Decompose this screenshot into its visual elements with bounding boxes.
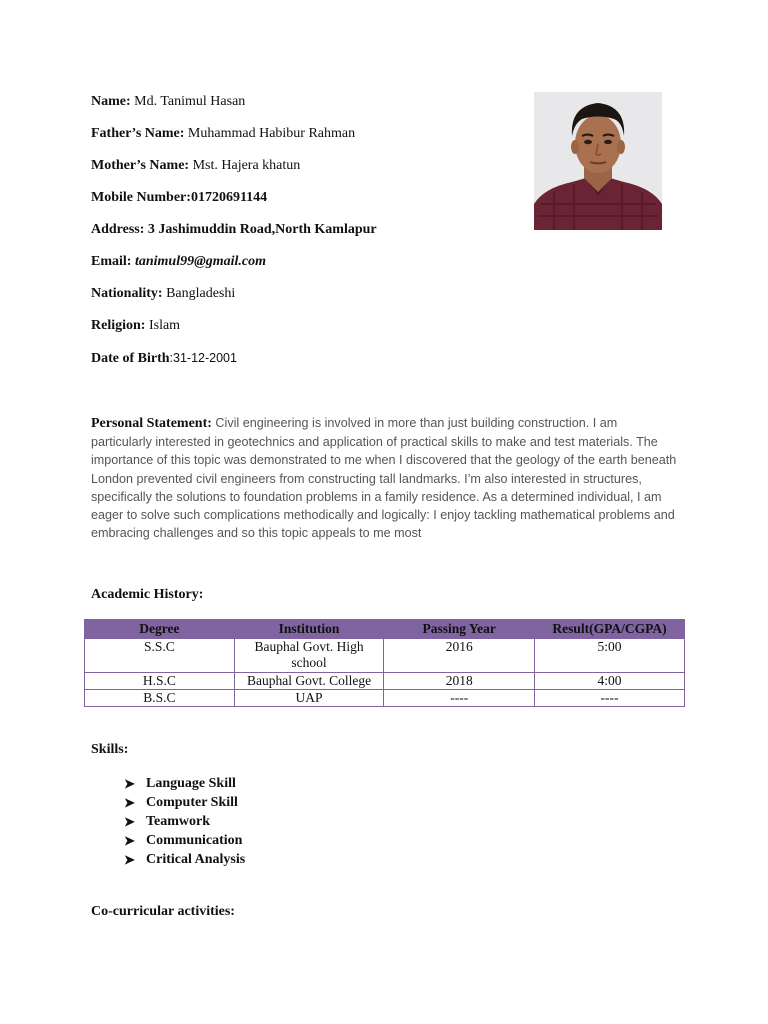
arrow-bullet-icon: ➤ xyxy=(124,833,135,849)
cell-passing-year: 2018 xyxy=(384,673,535,690)
father-name-value: Muhammad Habibur Rahman xyxy=(187,126,356,141)
cell-result: 4:00 xyxy=(535,673,685,690)
skill-label: Communication xyxy=(146,833,243,849)
mother-name-line xyxy=(91,158,300,174)
arrow-bullet-icon: ➤ xyxy=(124,794,135,810)
address-line xyxy=(91,222,377,238)
table-row xyxy=(85,673,685,690)
column-header-degree: Degree xyxy=(85,620,235,639)
skill-label: Critical Analysis xyxy=(146,852,246,868)
email-line xyxy=(91,254,266,270)
address-value: 3 Jashimuddin Road,North Kamlapur xyxy=(147,222,377,237)
arrow-bullet-icon: ➤ xyxy=(124,813,135,829)
skills-list xyxy=(124,774,245,870)
statement-text: Civil engineering is involved in more than just building construction. I am particularly interested in geotechnics and application of practical skills to make and test materials. The importance of this topic was demonstrated to me when I discovered that the geology of the earth beneath London prevented civil engineers from constructing tall landmarks. I’m also interested in structures, specifically the solutions to foundation problems in a family residence. As a determined individual, I am eager to solve such complications methodically and logically: I enjoy tackling mathematical problems and embracing challenges and so this topic appeals to me most xyxy=(91,416,677,541)
name-value: Md. Tanimul Hasan xyxy=(134,94,246,109)
name-label: Name: xyxy=(91,94,131,109)
mobile-label: Mobile Number: xyxy=(91,190,191,205)
skill-label: Language Skill xyxy=(146,775,236,791)
cell-passing-year: ---- xyxy=(384,690,535,707)
father-name-label: Father’s Name: xyxy=(91,126,185,141)
table-header-row xyxy=(85,620,685,639)
portrait-illustration xyxy=(534,92,662,230)
academic-history-heading: Academic History: xyxy=(91,587,204,602)
mother-name-label: Mother’s Name: xyxy=(91,158,190,173)
list-item xyxy=(124,812,245,831)
table-row xyxy=(85,690,685,707)
profile-photo xyxy=(534,92,662,230)
statement-label: Personal Statement: xyxy=(91,416,212,431)
cell-institution: UAP xyxy=(234,690,384,707)
religion-line xyxy=(91,318,180,334)
cell-degree: B.S.C xyxy=(85,690,235,707)
nationality-value: Bangladeshi xyxy=(166,286,236,301)
skill-label: Computer Skill xyxy=(146,794,238,810)
cell-institution: Bauphal Govt. College xyxy=(234,673,384,690)
email-label: Email: xyxy=(91,254,132,269)
column-header-passing-year: Passing Year xyxy=(384,620,535,639)
column-header-result: Result(GPA/CGPA) xyxy=(535,620,685,639)
arrow-bullet-icon: ➤ xyxy=(124,852,135,868)
cell-degree: H.S.C xyxy=(85,673,235,690)
list-item xyxy=(124,832,245,851)
mobile-line xyxy=(91,190,267,206)
table-row xyxy=(85,639,685,673)
list-item xyxy=(124,793,245,812)
academic-history-table xyxy=(84,619,685,707)
cell-degree: S.S.C xyxy=(85,639,235,673)
cell-result: 5:00 xyxy=(535,639,685,673)
religion-value: Islam xyxy=(148,318,181,333)
list-item xyxy=(124,851,245,870)
list-item xyxy=(124,774,245,793)
email-value[interactable]: tanimul99@gmail.com xyxy=(134,254,267,269)
dob-line xyxy=(91,350,237,367)
nationality-line xyxy=(91,286,235,302)
mother-name-value: Mst. Hajera khatun xyxy=(192,158,301,173)
cocurricular-heading: Co-curricular activities: xyxy=(91,904,235,919)
skill-label: Teamwork xyxy=(146,813,211,829)
cell-institution: Bauphal Govt. High school xyxy=(234,639,384,673)
cell-result: ---- xyxy=(535,690,685,707)
personal-statement xyxy=(91,414,679,542)
skills-heading: Skills: xyxy=(91,742,129,757)
mobile-value: 01720691144 xyxy=(190,190,268,205)
column-header-institution: Institution xyxy=(234,620,384,639)
religion-label: Religion: xyxy=(91,318,146,333)
arrow-bullet-icon: ➤ xyxy=(124,775,135,791)
name-line xyxy=(91,94,245,110)
nationality-label: Nationality: xyxy=(91,286,163,301)
father-name-line xyxy=(91,126,355,142)
dob-value: :31-12-2001 xyxy=(169,351,237,365)
dob-label: Date of Birth xyxy=(91,351,170,366)
cell-passing-year: 2016 xyxy=(384,639,535,673)
address-label: Address: xyxy=(91,222,145,237)
